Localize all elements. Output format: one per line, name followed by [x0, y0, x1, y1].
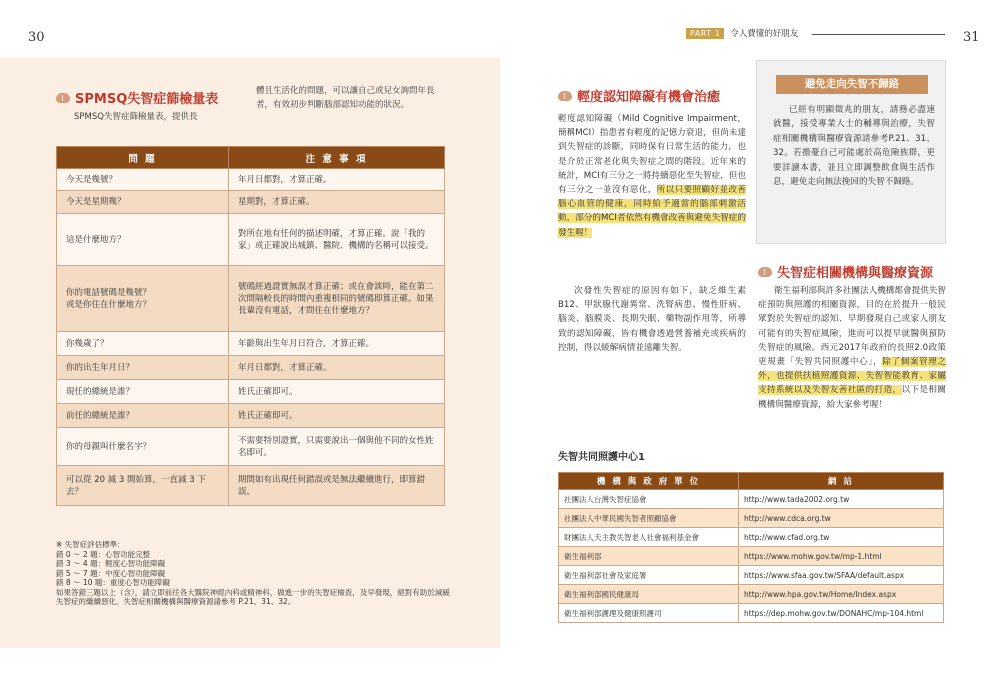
spmsq-title-text: SPMSQ失智症篩檢量表 [75, 92, 219, 107]
question-cell: 前任的總統是誰？ [57, 404, 229, 428]
question-cell: 可以從 20 減 3 開始算，一直減 3 下去？ [57, 466, 229, 506]
mci-p1-text: 輕度認知障礙（Mild Cognitive Impairment，簡稱MCI）指患者有輕度的記憶力衰退，但尚未達到失智症的診斷，同時保有日常生活的能力，也是介於正常老化與失智症之間的階段。近年來的統計，MCI有三分之一將持續惡化至失智症，但也有三分之一並沒有惡化， [558, 114, 746, 196]
brain-icon [758, 267, 772, 277]
running-header-title: 令人費懂的好朋友 [730, 29, 799, 39]
page-number-right: 31 [963, 30, 980, 45]
brain-icon [558, 91, 572, 101]
table-row [57, 332, 445, 356]
question-cell: 你的電話號碼是幾號？ 或是你住在什麼地方？ [57, 266, 229, 332]
table-row [57, 214, 445, 266]
spmsq-table [56, 146, 445, 506]
note-cell: 年月日都對，才算正確。 [229, 356, 445, 380]
note-cell: 姓氏正確即可。 [229, 380, 445, 404]
org-name-cell: 社團法人中華民國失智者照顧協會 [559, 509, 739, 528]
table-row [57, 191, 445, 214]
table-row [559, 547, 944, 566]
resources-paragraph [758, 284, 946, 412]
question-cell: 現任的總統是誰？ [57, 380, 229, 404]
warning-box-title: 避免走向失智不歸路 [776, 75, 928, 94]
note-cell: 不需要特別證實，只需要說出一個與他不同的女性姓名即可。 [229, 428, 445, 466]
spmsq-header-notes: 注 意 事 項 [229, 147, 445, 169]
table-row [57, 356, 445, 380]
table-row [559, 566, 944, 585]
question-cell: 你幾歲了？ [57, 332, 229, 356]
note-cell: 年月日都對，才算正確。 [229, 169, 445, 191]
table-row [57, 380, 445, 404]
mci-title-text: 輕度認知障礙有機會治癒 [577, 90, 721, 105]
header-rule [812, 34, 945, 35]
note-line: 錯 5 ～ 7 題：中度心智功能障礙 [56, 568, 166, 578]
org-header-website: 網 站 [739, 473, 944, 490]
note-line: ※ 失智症評估標準： [56, 540, 125, 549]
question-cell: 你的出生年月日？ [57, 356, 229, 380]
resources-title-text: 失智症相關機構與醫療資源 [777, 266, 934, 281]
table-row [559, 604, 944, 623]
org-name-cell: 衛生福利部 [559, 547, 739, 566]
question-cell: 你的母親叫什麼名字？ [57, 428, 229, 466]
org-url-link[interactable]: http://www.tada2002.org.tw [739, 490, 944, 509]
question-cell: 今天是幾號？ [57, 169, 229, 191]
note-cell: 號碼經過證實無誤才算正確；或在會談時，能在第二次間隔較長的時間內重複相同的號碼即算正確。如果長輩沒有電話，才問住在什麼地方？ [229, 266, 445, 332]
org-url-link[interactable]: http://www.cdca.org.tw [739, 509, 944, 528]
table-row [559, 509, 944, 528]
table-row [57, 428, 445, 466]
mci-p1-highlight: 所以只要照顧好並改善腦心血管的健康，同時給予適當的腦部刺激活動，部分的MCI者依然有機會改善與避免失智症的發生喔！ [558, 185, 746, 238]
note-cell: 年齡與出生年月日符合，才算正確。 [229, 332, 445, 356]
table-row [57, 404, 445, 428]
table-row [57, 466, 445, 506]
note-cell: 期間如有出現任何錯誤或是無法繼續進行，即算錯誤。 [229, 466, 445, 506]
table-row [57, 169, 445, 191]
running-header [686, 27, 798, 39]
resources-section-title [758, 262, 933, 281]
org-name-cell: 衛生福利部國民健康局 [559, 585, 739, 604]
table-row [559, 490, 944, 509]
note-line: 錯 0 ～ 2 題：心智功能完整 [56, 549, 151, 559]
org-url-link[interactable]: https://www.mohw.gov.tw/mp-1.html [739, 547, 944, 566]
part-tag: PART 1 [686, 28, 724, 39]
care-center-table [558, 472, 944, 623]
mci-paragraph-1 [558, 112, 746, 240]
spmsq-section-title [56, 88, 218, 107]
res-p1-text: 衛生福利部與許多社團法人機構都會提供失智症預防與照護的相關資源，目的在於提升一般民眾對於失智症的認知、早期發現自己或家人朋友可能有的失智症風險，進而可以提早就醫與預防失智症的風險。西元2017年政府的長照2.0政策更規畫「失智共同照護中心」， [758, 286, 946, 368]
org-header-name: 機 構 與 政 府 單 位 [559, 473, 739, 490]
note-cell: 星期對，才算正確。 [229, 191, 445, 214]
org-name-cell: 財團法人天主教失智老人社會福利基金會 [559, 528, 739, 547]
care-center-table-title: 失智共同照護中心1 [558, 452, 645, 463]
note-cell: 姓氏正確即可。 [229, 404, 445, 428]
res-p1-highlight: 除了個案管理之外，也提供扶植照護資源、失智智能教育、家屬支持系統以及失智友善社區的打造， [758, 357, 946, 396]
warning-box-text: 已經有明顯徵兆的朋友，請務必盡速就醫，接受專業人士的輔導與治療，失智症相關機構與醫療資源請參考P.21、31、32。若擔憂自己可能處於高危險族群，更要詳讀本書，並且立即調整飲食與生活作息，避免走向無法挽回的失智不歸路。 [773, 105, 935, 188]
note-line: 如果答錯三題以上（含），請立即前往各大醫院神經內科或精神科，做進一步的失智症檢查，及早發現，絕對有助於減緩失智症的繼續惡化。失智症相關機構與醫療資源請參考 P.21、31、32。 [56, 587, 450, 606]
mci-section-title [558, 86, 720, 105]
warning-box [756, 60, 946, 244]
note-cell: 對所在地有任何的描述明確，才算正確。說「我的家」或正確說出城鎮、醫院、機構的名稱可以接受。 [229, 214, 445, 266]
question-cell: 今天是星期幾？ [57, 191, 229, 214]
org-url-link[interactable]: https://dep.mohw.gov.tw/DONAHC/mp-104.html [739, 604, 944, 623]
brain-icon [56, 93, 70, 103]
res-p1-end: 以下是相關機構與醫療資源，給大家參考喔！ [758, 385, 946, 410]
org-url-link[interactable]: https://www.sfaa.gov.tw/SFAA/default.aspx [739, 566, 944, 585]
note-line: 錯 3 ～ 4 題：輕度心智功能障礙 [56, 559, 166, 568]
assessment-notes [56, 540, 451, 607]
spmsq-header-question: 問 題 [57, 147, 229, 169]
table-row [559, 528, 944, 547]
page-number-left: 30 [28, 30, 45, 45]
spmsq-intro-right: 體且生活化的問題，可以讓自己或兒女詢問年長者，有效初步判斷腦部認知功能的狀況。 [256, 86, 435, 110]
org-url-link[interactable]: http://www.cfad.org.tw [739, 528, 944, 547]
org-name-cell: 衛生福利部社會及家庭署 [559, 566, 739, 585]
org-name-cell: 衛生福利部護理及健康照護司 [559, 604, 739, 623]
table-row [559, 585, 944, 604]
note-line: 錯 8 ～ 10 題：重度心智功能障礙 [56, 578, 170, 587]
mci-paragraph-2: 次發性失智症的原因有如下，缺乏維生素B12、甲狀腺代謝異常、洗腎病患、慢性肝病、腦炎、腦膜炎、長期失眠、藥物副作用等，所導致的認知障礙，皆有機會透過營養補充或疾病的控制，得以緩解病情並遠離失智。 [558, 286, 746, 353]
question-cell: 這是什麼地方？ [57, 214, 229, 266]
org-url-link[interactable]: http://www.hpa.gov.tw/Home/Index.aspx [739, 585, 944, 604]
org-name-cell: 社團法人台灣失智症協會 [559, 490, 739, 509]
table-row [57, 266, 445, 332]
spmsq-intro-left: SPMSQ失智症篩檢量表，提供長 [74, 112, 198, 122]
